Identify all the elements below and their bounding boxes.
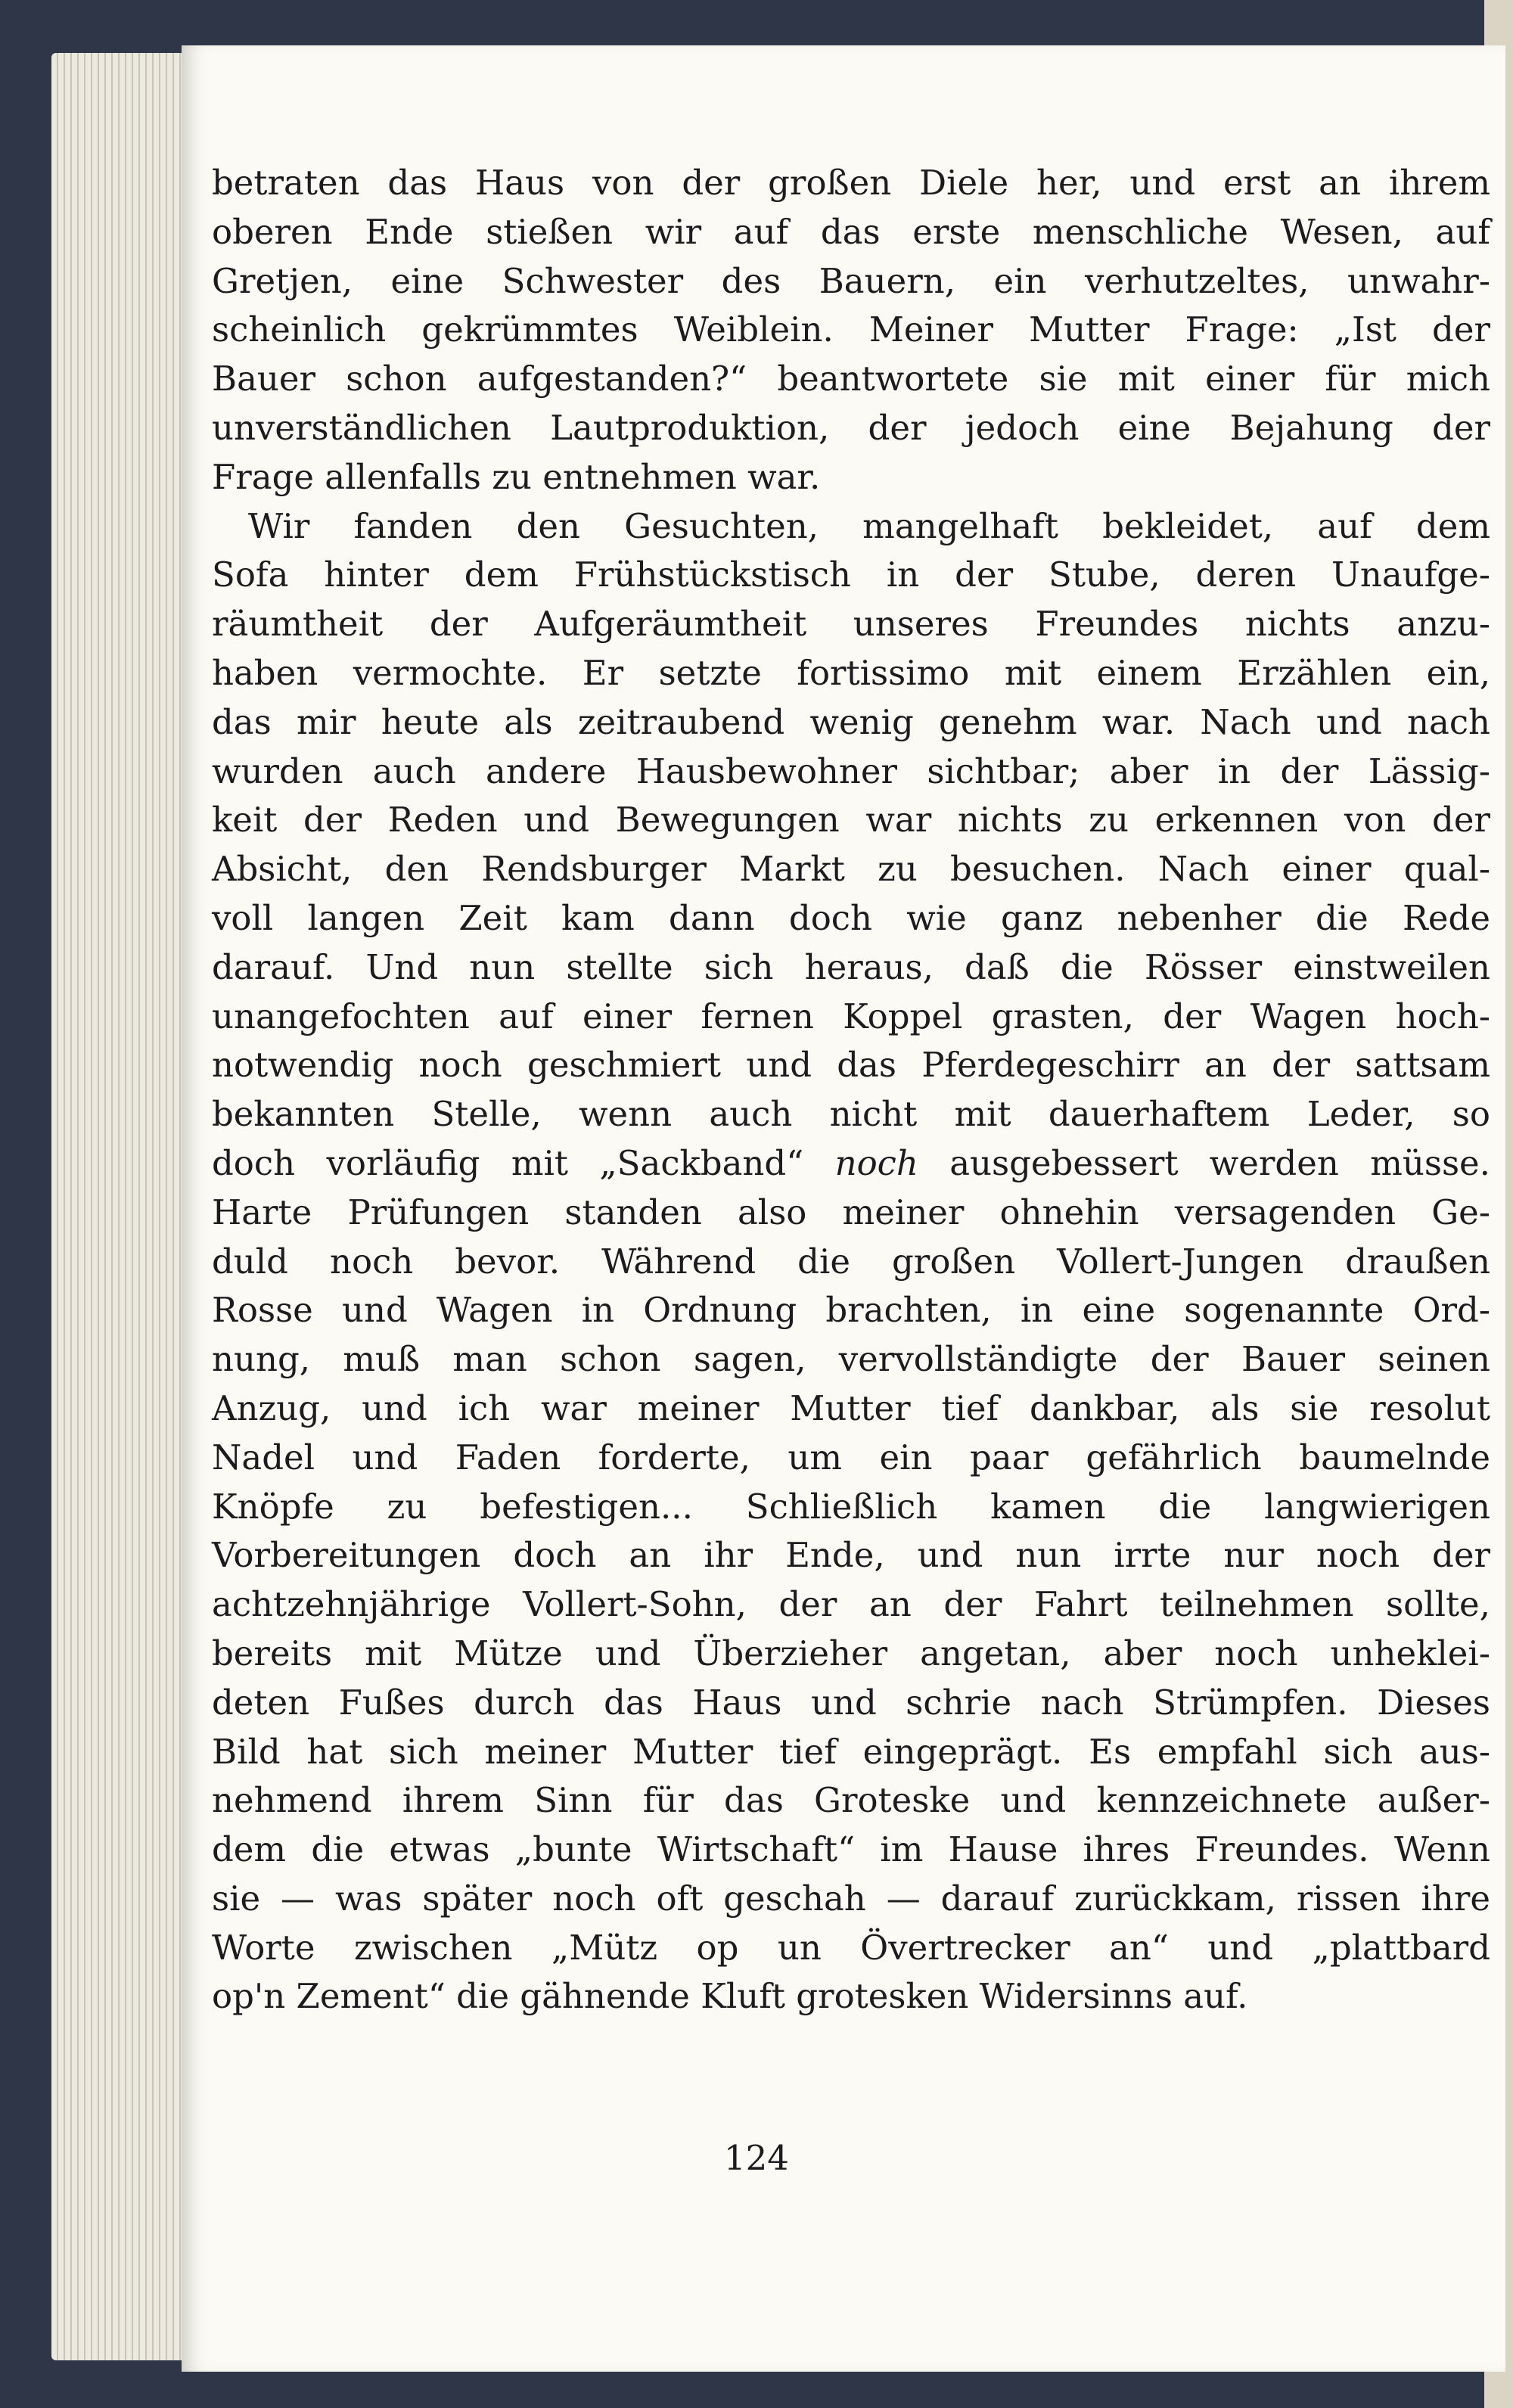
text-line: oberen Ende stießen wir auf das erste menschliche Wesen, auf bbox=[212, 211, 1490, 252]
text-line: notwendig noch geschmiert und das Pferdegeschirr an der sattsam bbox=[212, 1045, 1490, 1086]
text-line: nehmend ihrem Sinn für das Groteske und kennzeichnete außer- bbox=[212, 1780, 1490, 1821]
text-line: scheinlich gekrümmtes Weiblein. Meiner Mutter Frage: „Ist der bbox=[212, 309, 1490, 350]
text-line: dem die etwas „bunte Wirtschaft“ im Hause ihres Freundes. Wenn bbox=[212, 1829, 1490, 1870]
text-line: haben vermochte. Er setzte fortissimo mit einem Erzählen ein, bbox=[212, 652, 1490, 693]
text-line: wurden auch andere Hausbewohner sichtbar; aber in der Lässig- bbox=[212, 750, 1490, 791]
paragraph-start-line: Wir fanden den Gesuchten, mangelhaft bekleidet, auf dem bbox=[248, 505, 1490, 546]
text-line: räumtheit der Aufgeräumtheit unseres Freundes nichts anzu- bbox=[212, 604, 1490, 645]
text-line: unverständlichen Lautproduktion, der jedoch eine Bejahung der bbox=[212, 407, 1490, 448]
text-line: Worte zwischen „Mütz op un Övertrecker an“ und „plattbard bbox=[212, 1927, 1490, 1968]
text-line: sie — was später noch oft geschah — darauf zurückkam, rissen ihre bbox=[212, 1878, 1490, 1919]
text-line: Vorbereitungen doch an ihr Ende, und nun irrte nur noch der bbox=[212, 1535, 1490, 1576]
page-text bbox=[212, 159, 1490, 2021]
text-line: Anzug, und ich war meiner Mutter tief dankbar, als sie resolut bbox=[212, 1387, 1490, 1428]
text-line: Absicht, den Rendsburger Markt zu besuchen. Nach einer qual- bbox=[212, 849, 1490, 890]
text-line: Frage allenfalls zu entnehmen war. bbox=[212, 456, 821, 497]
text-segment: ausgebessert werden müsse. bbox=[918, 1142, 1490, 1183]
text-line: achtzehnjährige Vollert-Sohn, der an der Fahrt teilnehmen sollte, bbox=[212, 1584, 1490, 1625]
text-line: das mir heute als zeitraubend wenig genehm war. Nach und nach bbox=[212, 701, 1490, 742]
text-line: Bild hat sich meiner Mutter tief eingeprägt. Es empfahl sich aus- bbox=[212, 1731, 1490, 1772]
text-line: betraten das Haus von der großen Diele her, und erst an ihrem bbox=[212, 163, 1490, 203]
text-line: Harte Prüfungen standen also meiner ohnehin versagenden Ge- bbox=[212, 1192, 1490, 1232]
italic-word: noch bbox=[834, 1142, 918, 1183]
text-segment: doch vorläufig mit „Sackband“ bbox=[212, 1142, 835, 1183]
text-line: Sofa hinter dem Frühstückstisch in der Stube, deren Unaufge- bbox=[212, 555, 1490, 595]
text-line: deten Fußes durch das Haus und schrie nach Strümpfen. Dieses bbox=[212, 1682, 1490, 1723]
text-line: nung, muß man schon sagen, vervollständigte der Bauer seinen bbox=[212, 1339, 1490, 1380]
text-line: Gretjen, eine Schwester des Bauern, ein verhutzeltes, unwahr- bbox=[212, 260, 1490, 301]
text-line: duld noch bevor. Während die großen Vollert-Jungen draußen bbox=[212, 1241, 1490, 1282]
text-line: keit der Reden und Bewegungen war nichts zu erkennen von der bbox=[212, 800, 1490, 840]
text-line: Bauer schon aufgestanden?“ beantwortete sie mit einer für mich bbox=[212, 359, 1490, 399]
text-line: voll langen Zeit kam dann doch wie ganz nebenher die Rede bbox=[212, 897, 1490, 938]
text-line: bekannten Stelle, wenn auch nicht mit dauerhaftem Leder, so bbox=[212, 1094, 1490, 1135]
text-line: op'n Zement“ die gähnende Kluft grotesken Widersinns auf. bbox=[212, 1976, 1248, 2017]
text-line: unangefochten auf einer fernen Koppel grasten, der Wagen hoch- bbox=[212, 996, 1490, 1036]
text-line: Nadel und Faden forderte, um ein paar gefährlich baumelnde bbox=[212, 1437, 1490, 1477]
page-edges bbox=[51, 53, 203, 2360]
text-line: darauf. Und nun stellte sich heraus, daß die Rösser einstweilen bbox=[212, 946, 1490, 987]
text-line: Rosse und Wagen in Ordnung brachten, in eine sogenannte Ord- bbox=[212, 1290, 1490, 1331]
text-line: Knöpfe zu befestigen... Schließlich kamen die langwierigen bbox=[212, 1486, 1490, 1527]
text-line-with-italic bbox=[212, 1139, 1490, 1188]
page-number: 124 bbox=[724, 2138, 789, 2178]
text-line: bereits mit Mütze und Überzieher angetan, aber noch unheklei- bbox=[212, 1633, 1490, 1673]
